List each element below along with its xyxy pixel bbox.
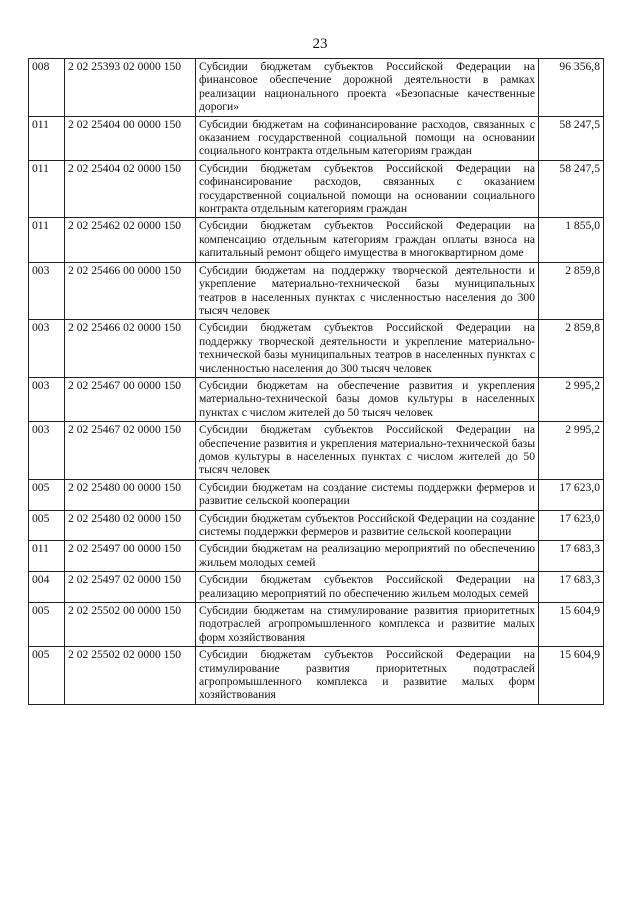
admin-code-cell: 003 bbox=[29, 320, 65, 378]
amount-cell: 2 859,8 bbox=[539, 262, 604, 320]
revenue-name-cell: Субсидии бюджетам субъектов Российской Федерации на реализацию мероприятий по обеспечению жильем молодых семей bbox=[196, 572, 539, 603]
amount-cell: 58 247,5 bbox=[539, 116, 604, 160]
table-row bbox=[29, 320, 604, 378]
revenue-name-cell: Субсидии бюджетам субъектов Российской Федерации на создание системы поддержки фермеров и развитие сельской кооперации bbox=[196, 510, 539, 541]
admin-code-cell: 005 bbox=[29, 603, 65, 647]
budget-classification-code-cell: 2 02 25404 00 0000 150 bbox=[65, 116, 196, 160]
amount-cell: 17 623,0 bbox=[539, 479, 604, 510]
amount-cell: 58 247,5 bbox=[539, 160, 604, 218]
table-body bbox=[29, 59, 604, 705]
budget-classification-code-cell: 2 02 25462 02 0000 150 bbox=[65, 218, 196, 262]
budget-classification-code-cell: 2 02 25467 02 0000 150 bbox=[65, 422, 196, 480]
admin-code-cell: 011 bbox=[29, 541, 65, 572]
revenue-name-cell: Субсидии бюджетам на стимулирование развития приоритетных подотраслей агропромышленного комплекса и развитие малых форм хозяйствования bbox=[196, 603, 539, 647]
admin-code-cell: 008 bbox=[29, 59, 65, 117]
admin-code-cell: 005 bbox=[29, 479, 65, 510]
budget-classification-code-cell: 2 02 25502 02 0000 150 bbox=[65, 647, 196, 705]
table-row bbox=[29, 160, 604, 218]
revenue-name-cell: Субсидии бюджетам на создание системы поддержки фермеров и развитие сельской кооперации bbox=[196, 479, 539, 510]
budget-classification-code-cell: 2 02 25467 00 0000 150 bbox=[65, 377, 196, 421]
page-number: 23 bbox=[312, 36, 328, 52]
revenue-name-cell: Субсидии бюджетам на софинансирование расходов, связанных с оказанием государственной социальной помощи на основании социального контракта отдельным категориям граждан bbox=[196, 116, 539, 160]
budget-classification-code-cell: 2 02 25497 02 0000 150 bbox=[65, 572, 196, 603]
table-row bbox=[29, 479, 604, 510]
budget-classification-code-cell: 2 02 25393 02 0000 150 bbox=[65, 59, 196, 117]
table-row bbox=[29, 510, 604, 541]
table-row bbox=[29, 422, 604, 480]
admin-code-cell: 003 bbox=[29, 377, 65, 421]
revenue-name-cell: Субсидии бюджетам субъектов Российской Федерации на финансовое обеспечение дорожной деятельности в рамках реализации национального проекта «Безопасные качественные дороги» bbox=[196, 59, 539, 117]
budget-classification-code-cell: 2 02 25404 02 0000 150 bbox=[65, 160, 196, 218]
amount-cell: 1 855,0 bbox=[539, 218, 604, 262]
admin-code-cell: 011 bbox=[29, 160, 65, 218]
budget-classification-code-cell: 2 02 25497 00 0000 150 bbox=[65, 541, 196, 572]
admin-code-cell: 005 bbox=[29, 647, 65, 705]
budget-revenue-table bbox=[28, 58, 604, 705]
table-row bbox=[29, 647, 604, 705]
budget-classification-code-cell: 2 02 25502 00 0000 150 bbox=[65, 603, 196, 647]
table-row bbox=[29, 116, 604, 160]
table-row bbox=[29, 572, 604, 603]
amount-cell: 15 604,9 bbox=[539, 647, 604, 705]
revenue-name-cell: Субсидии бюджетам субъектов Российской Федерации на софинансирование расходов, связанных с оказанием государственной социальной помощи на основании социального контракта отдельным категориям граждан bbox=[196, 160, 539, 218]
table-row bbox=[29, 377, 604, 421]
amount-cell: 2 859,8 bbox=[539, 320, 604, 378]
amount-cell: 15 604,9 bbox=[539, 603, 604, 647]
revenue-name-cell: Субсидии бюджетам субъектов Российской Федерации на поддержку творческой деятельности и укрепление материально-технической базы муниципальных театров в населенных пунктах с численностью населения до 300 тысяч человек bbox=[196, 320, 539, 378]
amount-cell: 17 683,3 bbox=[539, 572, 604, 603]
budget-classification-code-cell: 2 02 25480 02 0000 150 bbox=[65, 510, 196, 541]
table-row bbox=[29, 218, 604, 262]
amount-cell: 17 683,3 bbox=[539, 541, 604, 572]
revenue-name-cell: Субсидии бюджетам на обеспечение развития и укрепления материально-технической базы домов культуры в населенных пунктах с числом жителей до 50 тысяч человек bbox=[196, 377, 539, 421]
table-row bbox=[29, 262, 604, 320]
revenue-name-cell: Субсидии бюджетам на поддержку творческой деятельности и укрепление материально-технической базы муниципальных театров в населенных пунктах с численностью населения до 300 тысяч человек bbox=[196, 262, 539, 320]
revenue-name-cell: Субсидии бюджетам на реализацию мероприятий по обеспечению жильем молодых семей bbox=[196, 541, 539, 572]
admin-code-cell: 004 bbox=[29, 572, 65, 603]
budget-classification-code-cell: 2 02 25480 00 0000 150 bbox=[65, 479, 196, 510]
amount-cell: 2 995,2 bbox=[539, 377, 604, 421]
revenue-name-cell: Субсидии бюджетам субъектов Российской Федерации на компенсацию отдельным категориям граждан оплаты взноса на капитальный ремонт общего имущества в многоквартирном доме bbox=[196, 218, 539, 262]
amount-cell: 96 356,8 bbox=[539, 59, 604, 117]
admin-code-cell: 003 bbox=[29, 422, 65, 480]
budget-classification-code-cell: 2 02 25466 00 0000 150 bbox=[65, 262, 196, 320]
table-row bbox=[29, 603, 604, 647]
revenue-name-cell: Субсидии бюджетам субъектов Российской Федерации на обеспечение развития и укрепления материально-технической базы домов культуры в населенных пунктах с числом жителей до 50 тысяч человек bbox=[196, 422, 539, 480]
budget-classification-code-cell: 2 02 25466 02 0000 150 bbox=[65, 320, 196, 378]
amount-cell: 2 995,2 bbox=[539, 422, 604, 480]
admin-code-cell: 005 bbox=[29, 510, 65, 541]
table-row bbox=[29, 59, 604, 117]
admin-code-cell: 011 bbox=[29, 116, 65, 160]
admin-code-cell: 003 bbox=[29, 262, 65, 320]
amount-cell: 17 623,0 bbox=[539, 510, 604, 541]
admin-code-cell: 011 bbox=[29, 218, 65, 262]
revenue-name-cell: Субсидии бюджетам субъектов Российской Федерации на стимулирование развития приоритетных подотраслей агропромышленного комплекса и развитие малых форм хозяйствования bbox=[196, 647, 539, 705]
table-row bbox=[29, 541, 604, 572]
